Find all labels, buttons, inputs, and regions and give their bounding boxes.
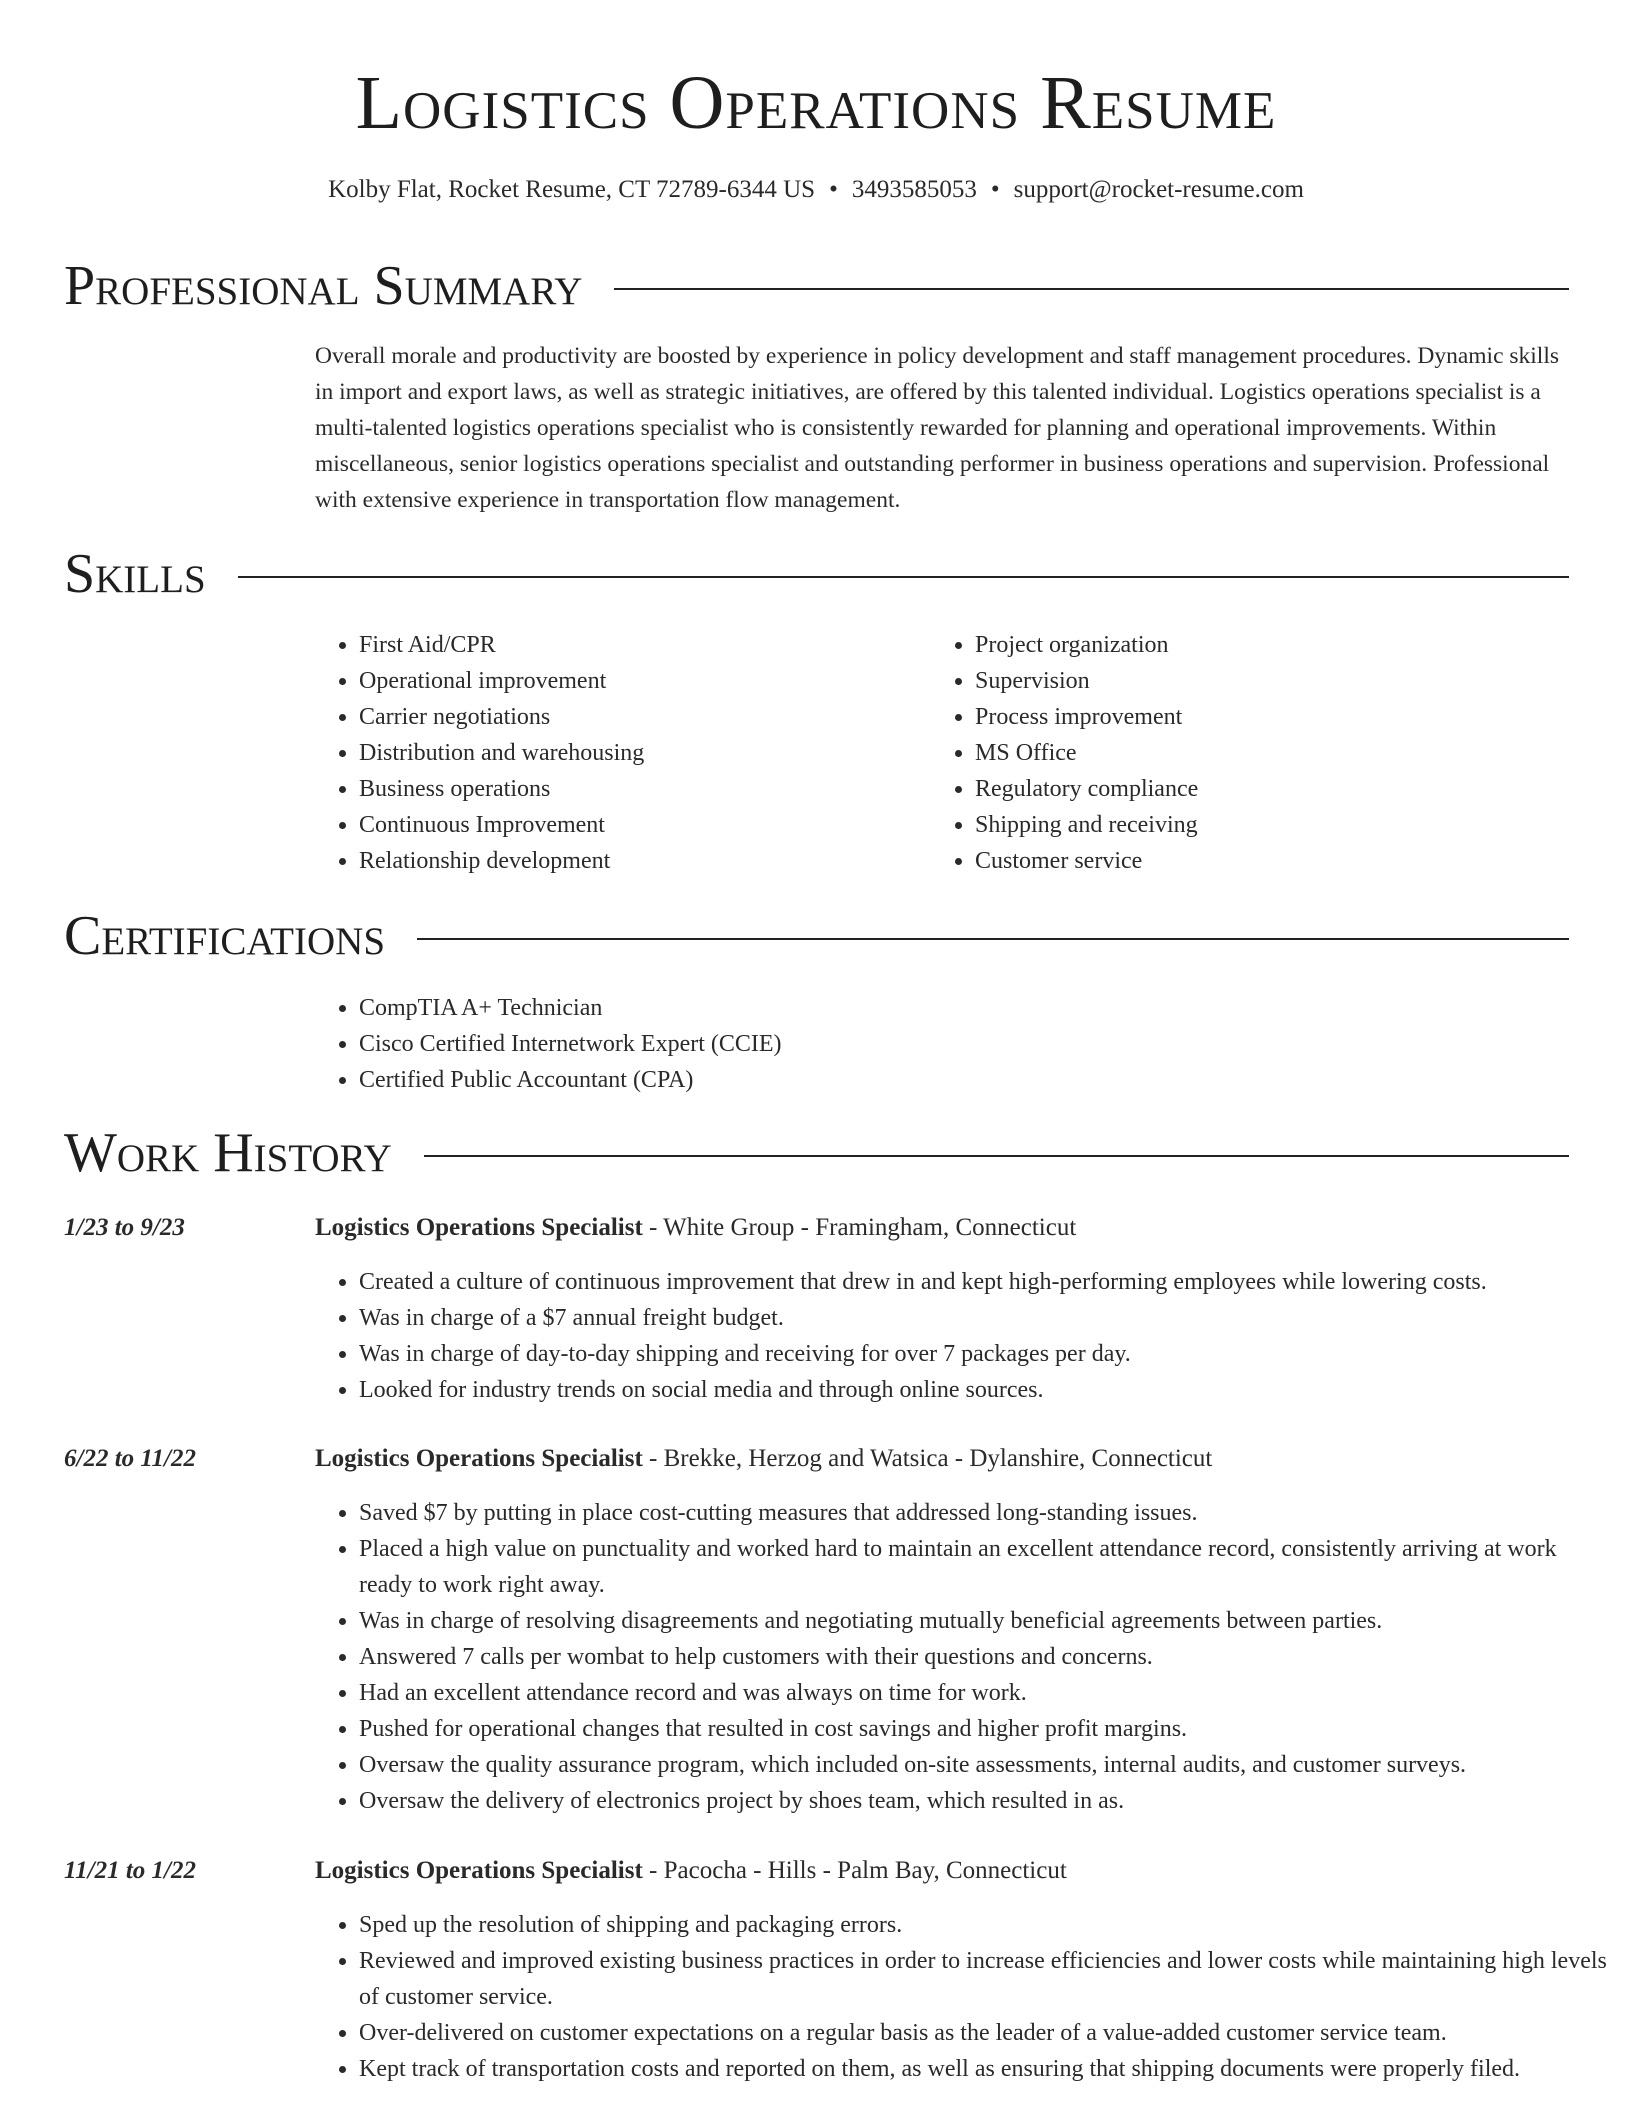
summary-text: Overall morale and productivity are boosted by experience in policy development and staff management procedures. Dynamic skills in import and export laws, as well as strategic initiatives, are offered by this talented individual. Logistics operations specialist is a multi-talented logistics operations specialist who is consistently rewarded for planning and operational improvements. Within miscellaneous, senior logistics operations specialist and outstanding performer in business operations and supervision. Professional with extensive experience in transportation flow management. [315, 343, 1560, 513]
contact-separator: • [829, 176, 838, 203]
job-dates: 6/22 to 11/22 [64, 1445, 196, 1472]
skill-item: • Customer service [975, 843, 1491, 879]
section-header-work-history [64, 1121, 1569, 1185]
job-bullet: • Placed a high value on punctuality and worked hard to maintain an excellent attendance record, consistently arriving at work ready to work right away. [359, 1531, 1613, 1603]
job-bullet: • Saved $7 by putting in place cost-cutting measures that addressed long-standing issues. [359, 1495, 1613, 1531]
contact-address: Kolby Flat, Rocket Resume, CT 72789-6344 US [328, 176, 816, 203]
certification-item: • CompTIA A+ Technician [359, 990, 1215, 1026]
job-list [315, 1264, 1613, 1408]
job-title: Logistics Operations Specialist [315, 1857, 643, 1884]
job-heading [315, 1853, 1569, 1889]
section-divider [424, 1155, 1569, 1157]
skill-list [315, 627, 875, 879]
section-divider [614, 288, 1569, 290]
job-details: - White Group - Framingham, Connecticut [642, 1214, 1077, 1241]
skill-item: • Supervision [975, 663, 1491, 699]
skill-item: • Business operations [359, 771, 875, 807]
section-title-certifications: Certifications [64, 905, 386, 967]
page-title: Logistics Operations Resume [355, 61, 1277, 145]
certification-list [315, 990, 1215, 1098]
job-dates: 1/23 to 9/23 [64, 1214, 185, 1241]
skill-item: • Operational improvement [359, 663, 875, 699]
skill-item: • Carrier negotiations [359, 699, 875, 735]
certifications-list [315, 990, 1215, 1098]
skill-item: • Regulatory compliance [975, 771, 1491, 807]
job-title: Logistics Operations Specialist [315, 1445, 643, 1472]
job-bullet: • Pushed for operational changes that resulted in cost savings and higher profit margins. [359, 1711, 1613, 1747]
job-heading [315, 1210, 1569, 1246]
section-title-work-history: Work History [64, 1122, 392, 1184]
skill-item: • Shipping and receiving [975, 807, 1491, 843]
section-divider [238, 576, 1569, 578]
job-bullet: • Kept track of transportation costs and reported on them, as well as ensuring that shipping documents were properly filed. [359, 2051, 1613, 2087]
skill-item: • Project organization [975, 627, 1491, 663]
job-bullet: • Was in charge of a $7 annual freight budget. [359, 1300, 1613, 1336]
job-list [315, 1907, 1613, 2087]
skills-column-left [315, 627, 875, 879]
job-bullet: • Reviewed and improved existing business practices in order to increase efficiencies and lower costs while maintaining high levels of customer service. [359, 1943, 1613, 2015]
contact-phone: 3493585053 [851, 176, 977, 203]
skill-item: • Distribution and warehousing [359, 735, 875, 771]
job-bullet: • Looked for industry trends on social media and through online sources. [359, 1372, 1613, 1408]
job-bullet: • Over-delivered on customer expectations on a regular basis as the leader of a value-added customer service team. [359, 2015, 1613, 2051]
skill-item: • Relationship development [359, 843, 875, 879]
job-details: - Pacocha - Hills - Palm Bay, Connecticut [642, 1857, 1067, 1884]
certification-item: • Cisco Certified Internetwork Expert (CCIE) [359, 1026, 1215, 1062]
contact-email: support@rocket-resume.com [1013, 176, 1304, 203]
job-dates: 11/21 to 1/22 [64, 1857, 196, 1884]
job-bullet: • Answered 7 calls per wombat to help customers with their questions and concerns. [359, 1639, 1613, 1675]
job-bullet: • Oversaw the quality assurance program, which included on-site assessments, internal audits, and customer surveys. [359, 1747, 1613, 1783]
job-title: Logistics Operations Specialist [315, 1214, 643, 1241]
job-heading [315, 1441, 1569, 1477]
skill-item: • Process improvement [975, 699, 1491, 735]
job-bullet: • Was in charge of day-to-day shipping and receiving for over 7 packages per day. [359, 1336, 1613, 1372]
skills-column-right [931, 627, 1491, 879]
section-header-certifications [64, 904, 1569, 968]
section-divider [417, 938, 1569, 940]
section-title-skills: Skills [64, 543, 206, 605]
skill-item: • MS Office [975, 735, 1491, 771]
job-bullet: • Was in charge of resolving disagreements and negotiating mutually beneficial agreements between parties. [359, 1603, 1613, 1639]
skill-item: • Continuous Improvement [359, 807, 875, 843]
job-bullet: • Oversaw the delivery of electronics project by shoes team, which resulted in as. [359, 1783, 1613, 1819]
section-title-summary: Professional Summary [64, 255, 583, 317]
skill-item: • First Aid/CPR [359, 627, 875, 663]
skill-list [931, 627, 1491, 879]
contact-separator: • [990, 176, 1000, 203]
job-list [315, 1495, 1613, 1819]
job-bullet: • Had an excellent attendance record and was always on time for work. [359, 1675, 1613, 1711]
job-bullet: • Created a culture of continuous improvement that drew in and kept high-performing employees while lowering costs. [359, 1264, 1613, 1300]
section-header-summary [64, 254, 1569, 318]
contact-line [0, 174, 1632, 206]
section-header-skills [64, 542, 1569, 606]
job-details: - Brekke, Herzog and Watsica - Dylanshire, Connecticut [642, 1445, 1213, 1472]
certification-item: • Certified Public Accountant (CPA) [359, 1062, 1215, 1098]
job-bullet: • Sped up the resolution of shipping and packaging errors. [359, 1907, 1613, 1943]
